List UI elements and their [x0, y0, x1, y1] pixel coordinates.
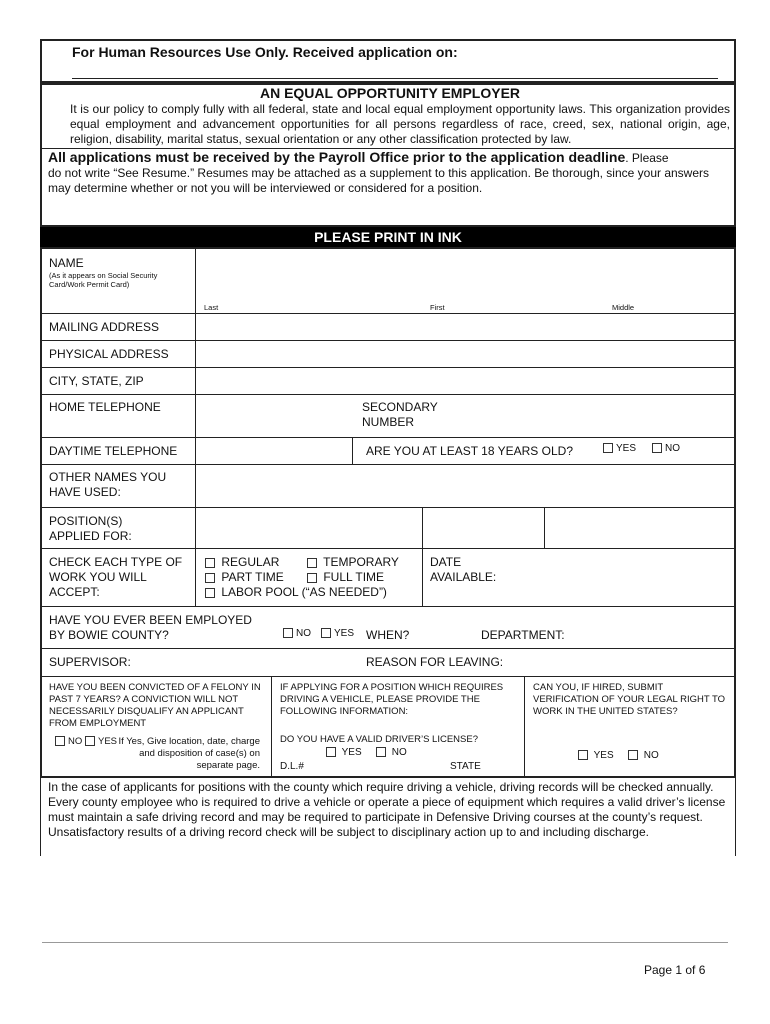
deadline-tail: . Please — [625, 151, 669, 165]
name-label: NAME — [49, 256, 84, 270]
employed-no[interactable]: NO — [283, 628, 311, 640]
checkbox-icon[interactable] — [205, 558, 215, 568]
deadline-rest: do not write “See Resume.” Resumes may be attached as a supplement to this application. Be thorough, since your answers may determine whether or not you will be interviewed or considered for a position. — [48, 166, 710, 195]
checkbox-icon[interactable] — [652, 443, 662, 453]
name-middle: Middle — [612, 303, 635, 312]
reason-label: REASON FOR LEAVING: — [366, 655, 504, 669]
city-label: CITY, STATE, ZIP — [49, 374, 144, 388]
verify-question: CAN YOU, IF HIRED, SUBMIT VERIFICATION OF YOUR LEGAL RIGHT TO WORK IN THE UNITED STATES? — [533, 682, 725, 717]
age-question: ARE YOU AT LEAST 18 YEARS OLD? — [366, 444, 573, 458]
felony-no[interactable]: NO — [55, 736, 82, 748]
checkbox-icon[interactable] — [628, 750, 638, 760]
name-first: First — [430, 303, 445, 312]
work-temporary[interactable]: TEMPORARY — [307, 555, 399, 570]
checkbox-icon[interactable] — [578, 750, 588, 760]
license-yes[interactable]: YES — [326, 747, 362, 759]
positions-label: POSITION(S) APPLIED FOR: — [49, 514, 132, 543]
work-full-time[interactable]: FULL TIME — [307, 570, 384, 585]
age-no[interactable]: NO — [652, 443, 680, 455]
checkbox-icon[interactable] — [283, 628, 293, 638]
checkbox-icon[interactable] — [307, 573, 317, 583]
checkbox-icon[interactable] — [326, 747, 336, 757]
print-banner-text: PLEASE PRINT IN INK — [314, 229, 462, 245]
physical-input[interactable] — [197, 342, 734, 366]
hr-date-line[interactable] — [72, 78, 718, 79]
name-last: Last — [204, 303, 219, 312]
checkbox-icon[interactable] — [205, 588, 215, 598]
page-number: Page 1 of 6 — [644, 963, 706, 977]
policy-text: It is our policy to comply fully with all federal, state and local equal employment opportunity laws. This organization provides equal employment and advancement opportunities for all persons regardless of race, creed, sex, national origin, age, religion, disability, marital status, sexual orientation or any other classification protected by law. — [70, 102, 730, 146]
when-label: WHEN? — [366, 628, 410, 642]
age-yes[interactable]: YES — [603, 443, 636, 455]
mailing-label: MAILING ADDRESS — [49, 320, 160, 334]
checkbox-icon[interactable] — [321, 628, 331, 638]
check-type-label: CHECK EACH TYPE OF WORK YOU WILL ACCEPT: — [49, 555, 183, 599]
name-note: (As it appears on Social Security Card/Work Permit Card) — [49, 271, 158, 289]
verify-no[interactable]: NO — [628, 750, 659, 762]
deadline-notice — [48, 150, 732, 196]
supervisor-label: SUPERVISOR: — [49, 655, 131, 669]
license-no[interactable]: NO — [376, 747, 407, 759]
felony-if-yes: If Yes, Give location, date, charge and disposition of case(s) on separate page. — [118, 736, 260, 771]
department-label: DEPARTMENT: — [481, 628, 565, 642]
mailing-input[interactable] — [197, 315, 734, 339]
checkbox-icon[interactable] — [376, 747, 386, 757]
daytime-label: DAYTIME TELEPHONE — [49, 444, 178, 458]
eoe-title: AN EQUAL OPPORTUNITY EMPLOYER — [259, 85, 521, 101]
name-input[interactable] — [197, 249, 734, 301]
driving-question: IF APPLYING FOR A POSITION WHICH REQUIRES DRIVING A VEHICLE, PLEASE PROVIDE THE FOLLOWING INFORMATION: — [280, 682, 504, 717]
physical-label: PHYSICAL ADDRESS — [49, 347, 169, 361]
checkbox-icon[interactable] — [205, 573, 215, 583]
secondary-label: SECONDARY NUMBER — [362, 400, 438, 429]
work-regular[interactable]: REGULAR — [205, 555, 279, 570]
checkbox-icon[interactable] — [55, 736, 65, 746]
driving-policy: In the case of applicants for positions with the county which require driving a vehicle, driving records will be checked annually. Every county employee who is required to drive a vehicle or operate a piece of equipment which requires a valid driver’s license must maintain a safe driving record and may be required to participate in Defensive Driving courses at the county’s request. Unsatisfactory results of a driving record check will be subject to disciplinary action up to and including discharge. — [48, 780, 726, 839]
checkbox-icon[interactable] — [307, 558, 317, 568]
work-labor-pool[interactable]: LABOR POOL (“AS NEEDED”) — [205, 585, 387, 600]
city-input[interactable] — [197, 369, 734, 393]
footer-rule — [42, 942, 728, 943]
checkbox-icon[interactable] — [85, 736, 95, 746]
employed-yes[interactable]: YES — [321, 628, 354, 640]
dl-label: D.L.# — [280, 761, 304, 772]
license-question: DO YOU HAVE A VALID DRIVER’S LICENSE? — [280, 734, 478, 745]
felony-yes[interactable]: YES — [85, 736, 117, 748]
home-tel-label: HOME TELEPHONE — [49, 400, 161, 414]
date-available-label: DATE AVAILABLE: — [430, 555, 497, 584]
work-part-time[interactable]: PART TIME — [205, 570, 284, 585]
state-label: STATE — [450, 761, 481, 772]
employed-question: HAVE YOU EVER BEEN EMPLOYED BY BOWIE COUNTY? — [49, 613, 252, 642]
verify-yes[interactable]: YES — [578, 750, 614, 762]
hr-header: For Human Resources Use Only. Received application on: — [72, 44, 458, 60]
deadline-bold: All applications must be received by the Payroll Office prior to the application deadline — [48, 149, 626, 165]
felony-question: HAVE YOU BEEN CONVICTED OF A FELONY IN PAST 7 YEARS? A CONVICTION WILL NOT NECESSARILY DISQUALIFY AN APPLICANT FROM EMPLOYMENT — [49, 682, 261, 729]
checkbox-icon[interactable] — [603, 443, 613, 453]
other-names-label: OTHER NAMES YOU HAVE USED: — [49, 470, 167, 499]
